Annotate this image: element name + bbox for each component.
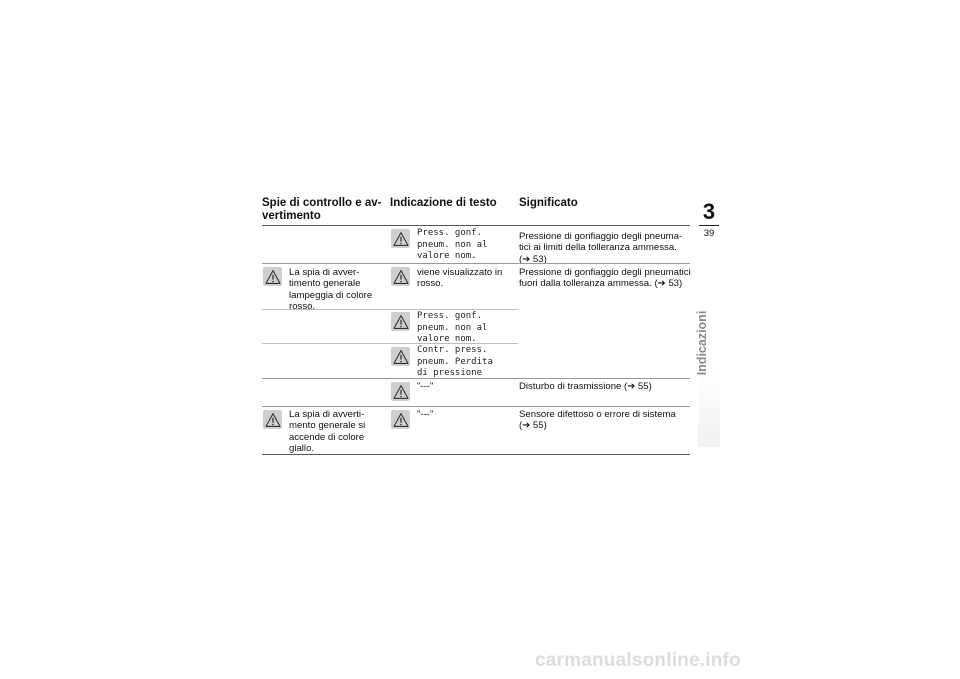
row-divider — [262, 309, 518, 310]
table-bottom-rule — [262, 454, 690, 455]
section-label: Indicazioni — [695, 310, 709, 376]
display-text: viene visualizzato in rosso. — [417, 267, 503, 290]
row-divider — [262, 343, 518, 344]
warning-triangle-icon — [263, 410, 282, 429]
row-divider — [262, 406, 690, 407]
display-text: Contr. press. pneum. Perdita di pressione — [417, 345, 493, 379]
warning-triangle-icon — [391, 382, 410, 401]
header-rule — [262, 225, 690, 226]
row-divider — [262, 378, 690, 379]
lamp-description: La spia di avver- timento generale lampeggia di colore rosso. — [289, 267, 373, 313]
warning-triangle-icon — [391, 267, 410, 286]
meaning-text: Pressione di gonfiaggio degli pneumatici fuori dalla tolleranza ammessa. (➔ 53) — [519, 267, 691, 290]
page-number: 39 — [703, 228, 715, 239]
chapter-tab-divider — [699, 225, 719, 226]
header-display-text: Indicazione di testo — [390, 197, 497, 209]
display-text: "---" — [417, 381, 434, 392]
display-text: Press. gonf. pneum. non al valore nom. — [417, 228, 488, 262]
display-text: Press. gonf. pneum. non al valore nom. — [417, 311, 488, 345]
lamp-description: La spia di avverti- mento generale si accende di colore giallo. — [289, 409, 366, 455]
watermark: carmanualsonline.info — [535, 650, 741, 671]
meaning-text: Sensore difettoso o errore di sistema (➔ 55) — [519, 409, 676, 432]
warning-triangle-icon — [391, 229, 410, 248]
meaning-text: Pressione di gonfiaggio degli pneuma- tici ai limiti della tolleranza ammessa. (➔ 53) — [519, 231, 683, 265]
meaning-text: Disturbo di trasmissione (➔ 55) — [519, 381, 652, 392]
chapter-number: 3 — [702, 199, 716, 224]
warning-triangle-icon — [263, 267, 282, 286]
header-lamps: Spie di controllo e av- vertimento — [262, 197, 382, 222]
row-divider — [262, 263, 690, 264]
display-text: "---" — [417, 409, 434, 420]
warning-triangle-icon — [391, 410, 410, 429]
header-meaning: Significato — [519, 197, 578, 209]
warning-triangle-icon — [391, 347, 410, 366]
warning-triangle-icon — [391, 312, 410, 331]
